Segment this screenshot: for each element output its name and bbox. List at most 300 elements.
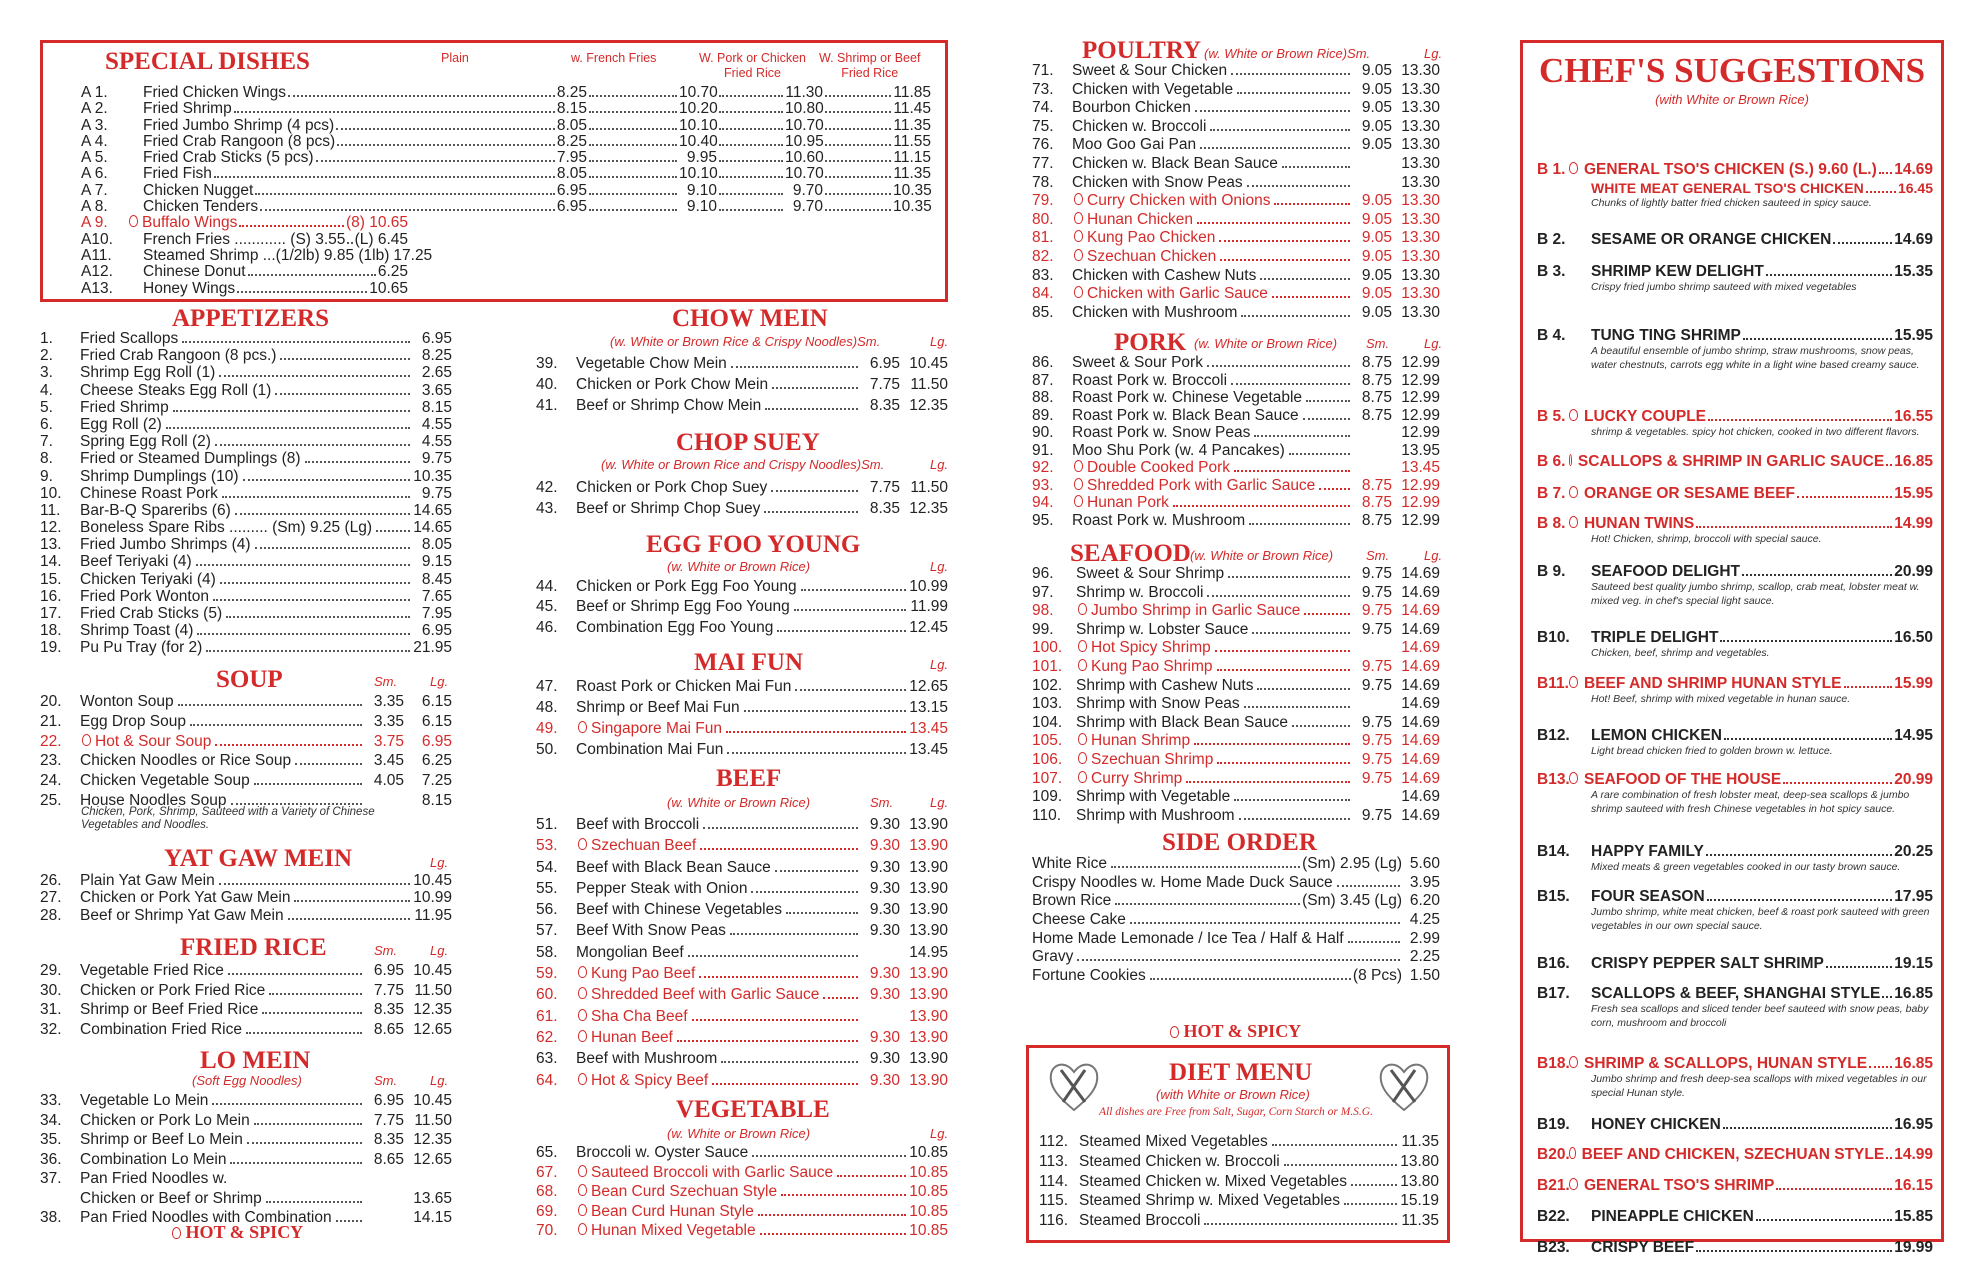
- item-code: B 6.: [1537, 453, 1566, 470]
- item-name: Chicken Vegetable Soup: [80, 772, 250, 790]
- leader-dots: [1115, 892, 1300, 905]
- leader-dots: [1207, 354, 1350, 367]
- fried-rice-title: FRIED RICE: [180, 934, 327, 961]
- item-number: 77.: [1032, 154, 1054, 172]
- leader-dots: [825, 85, 891, 97]
- item-name: SESAME OR ORANGE CHICKEN: [1591, 231, 1832, 248]
- item-name: Beef or Shrimp Chop Suey: [576, 500, 761, 517]
- item-name: Beef Teriyaki (4): [80, 553, 192, 571]
- special-dish-row: [81, 199, 931, 215]
- item-number: 61.: [536, 1007, 558, 1025]
- list-item: [1032, 81, 1440, 100]
- item-name: Hot Spicy Shrimp: [1091, 639, 1211, 657]
- item-name: ORANGE OR SESAME BEEF: [1584, 485, 1795, 502]
- price: 5.60: [1409, 855, 1440, 872]
- item-name: BEEF AND CHICKEN, SZECHUAN STYLE: [1581, 1146, 1885, 1163]
- item-number: 20.: [40, 693, 62, 710]
- item-name: Shrimp Dumplings (10): [80, 467, 239, 485]
- item-qty: (8 Pcs): [1352, 967, 1402, 985]
- price: 16.85: [1894, 453, 1933, 470]
- leader-dots: [677, 1029, 858, 1042]
- item-number: 57.: [536, 922, 558, 940]
- beef-list: [536, 814, 948, 1091]
- price: 15.19: [1400, 1192, 1439, 1210]
- list-item: [1032, 788, 1440, 807]
- item-name: Chicken or Pork Egg Foo Young: [576, 578, 797, 595]
- item-name: Shrimp w. Lobster Sauce: [1076, 620, 1249, 638]
- price: 11.35: [1401, 1133, 1439, 1150]
- item-name: Fried Crab Sticks (5): [80, 605, 223, 622]
- chef-item-line: [1537, 675, 1933, 693]
- leader-dots: [294, 889, 410, 902]
- price-small: 9.75: [1361, 583, 1392, 601]
- leader-dots: [825, 199, 891, 211]
- list-item: [40, 571, 452, 588]
- price-plain: 8.15: [556, 100, 587, 118]
- chili-icon: [578, 966, 587, 978]
- item-number: 54.: [536, 858, 558, 876]
- chef-suggestion-item: [1537, 1177, 1933, 1195]
- item-number: 116.: [1039, 1212, 1069, 1230]
- price: 2.99: [1409, 929, 1440, 947]
- price-large: 14.69: [1401, 713, 1440, 731]
- price-plain: 8.25: [556, 132, 587, 150]
- price-large: 13.30: [1401, 285, 1440, 303]
- price-large: 6.15: [421, 693, 452, 710]
- item-code: A 3.: [81, 116, 108, 134]
- item-name: Chicken Nugget: [143, 181, 254, 199]
- item-code: A 7.: [81, 181, 108, 199]
- list-item: [536, 1070, 948, 1091]
- leader-dots: [1706, 843, 1892, 856]
- leader-dots: [589, 134, 677, 146]
- item-number: 89.: [1032, 406, 1054, 424]
- chef-item-line: [1537, 727, 1933, 745]
- price-small: 8.75: [1361, 494, 1392, 511]
- price-small: 9.05: [1361, 62, 1392, 79]
- item-number: 99.: [1032, 620, 1054, 638]
- price-large: 12.35: [909, 500, 948, 517]
- leader-dots: [1228, 565, 1350, 578]
- item-description: A rare combination of fresh lobster meat, deep-sea scallops & jumbo shrimp sauteed with fresh Chinese vegetables in hot spicy sauce.: [1591, 789, 1910, 815]
- leader-dots: [1237, 81, 1350, 94]
- leader-dots: [1696, 1239, 1892, 1252]
- item-number: 69.: [536, 1202, 558, 1220]
- leader-dots: [1257, 677, 1350, 690]
- item-code: A 6.: [81, 165, 108, 183]
- price: 17.95: [1894, 888, 1933, 905]
- list-item: [1032, 494, 1440, 512]
- price: 11.95: [414, 906, 452, 924]
- list-item: [1032, 751, 1440, 770]
- pork-subtitle: (w. White or Brown Rice): [1194, 336, 1338, 351]
- leader-dots: [254, 1112, 362, 1125]
- item-number: 5.: [40, 398, 53, 416]
- chef-suggestion-item: [1537, 771, 1933, 816]
- item-number: 32.: [40, 1020, 62, 1038]
- item-name: Bean Curd Szechuan Style: [591, 1183, 778, 1201]
- item-number: 71.: [1032, 62, 1054, 79]
- leader-dots: [1707, 888, 1893, 901]
- list-item: [40, 639, 452, 656]
- leader-dots: [1289, 442, 1350, 455]
- list-item: [40, 732, 452, 752]
- price-shrimp-beef-rice: 11.35: [893, 116, 931, 134]
- eggfoo-lg-header: Lg.: [930, 559, 949, 574]
- item-number: 81.: [1032, 229, 1054, 247]
- chow-mein-list: [536, 353, 948, 416]
- item-code: A11.: [81, 246, 112, 264]
- chef-item-line: [1537, 1177, 1933, 1195]
- item-name: Chicken or Pork Fried Rice: [80, 981, 266, 999]
- price: 21.95: [413, 639, 452, 657]
- item-code: B21.: [1537, 1177, 1570, 1194]
- diet-menu-list: [1039, 1132, 1439, 1231]
- item-number: 82.: [1032, 247, 1054, 265]
- item-name: SEAFOOD DELIGHT: [1591, 563, 1740, 580]
- chef-item-line: [1537, 485, 1933, 503]
- item-name: Vegetable Chow Mein: [576, 355, 727, 372]
- chef-item-line: [1537, 563, 1933, 581]
- leader-dots: [316, 150, 555, 162]
- soup-sm-header: Sm.: [374, 674, 398, 689]
- list-item: [536, 1182, 948, 1202]
- item-name: Shredded Pork with Garlic Sauce: [1087, 476, 1316, 494]
- leader-dots: [781, 1183, 906, 1196]
- chef-item-line: [1537, 453, 1933, 471]
- item-number: 103.: [1032, 695, 1063, 713]
- leader-dots: [1150, 967, 1351, 980]
- list-item: [1032, 930, 1440, 949]
- item-name: Hunan Shrimp: [1091, 732, 1191, 750]
- item-description: Chicken, beef, shrimp and vegetables.: [1591, 647, 1770, 659]
- price-large: 14.69: [1401, 695, 1440, 713]
- yat-gaw-mein-list: [40, 872, 452, 924]
- item-number: 76.: [1032, 136, 1054, 154]
- item-number: 56.: [536, 901, 558, 919]
- leader-dots: [1173, 494, 1350, 507]
- chili-icon: [578, 1223, 587, 1235]
- price-large: 13.30: [1401, 266, 1440, 284]
- leader-dots: [196, 553, 410, 566]
- item-name: Roast Pork w. Black Bean Sauce: [1072, 406, 1299, 424]
- list-item: [40, 751, 452, 771]
- pork-sm-header: Sm.: [1366, 336, 1390, 351]
- special-dish-row: [81, 101, 931, 117]
- price-small: 9.30: [869, 816, 900, 833]
- item-name: CRISPY BEEF: [1591, 1239, 1695, 1256]
- price-large: 14.69: [1401, 620, 1440, 638]
- leader-dots: [589, 85, 677, 97]
- item-name: Szechuan Beef: [591, 837, 697, 855]
- list-item: [1032, 285, 1440, 304]
- item-name: Fortune Cookies: [1032, 967, 1146, 985]
- special-dish-row: [81, 281, 408, 297]
- item-name: CRISPY PEPPER SALT SHRIMP: [1591, 955, 1824, 972]
- item-number: 4.: [40, 381, 53, 399]
- item-number: 63.: [536, 1050, 558, 1068]
- price-fries: 10.40: [679, 132, 718, 150]
- special-dish-row: [81, 215, 408, 231]
- item-name: Bar-B-Q Spareribs (6): [80, 501, 231, 519]
- item-name: Fried Crab Sticks (5 pcs): [143, 149, 314, 167]
- leader-dots: [247, 1131, 362, 1144]
- chef-item-line: [1537, 263, 1933, 281]
- list-item: [536, 857, 948, 878]
- price-large: 13.30: [1401, 62, 1440, 79]
- item-code: B11.: [1537, 675, 1569, 692]
- leader-dots: [1249, 512, 1350, 525]
- chef-item-line: [1537, 1146, 1933, 1164]
- chili-icon: [1569, 1147, 1576, 1159]
- leader-dots: [1344, 1192, 1397, 1205]
- item-number: 22.: [40, 732, 62, 750]
- price-large: 13.90: [909, 986, 948, 1004]
- price-small: 9.30: [869, 1071, 900, 1089]
- item-number: 95.: [1032, 511, 1054, 529]
- mai-fun-title: MAI FUN: [694, 649, 804, 676]
- item-name: HONEY CHICKEN: [1591, 1116, 1721, 1133]
- vegetable-lg-header: Lg.: [930, 1126, 949, 1141]
- leader-dots: [765, 397, 858, 410]
- special-dish-row: [81, 118, 931, 134]
- leader-dots: [254, 772, 362, 785]
- seafood-lg-header: Lg.: [1424, 548, 1443, 563]
- item-number: 87.: [1032, 371, 1054, 389]
- item-name: TRIPLE DELIGHT: [1591, 629, 1719, 646]
- item-number: 106.: [1032, 750, 1063, 768]
- price: 8.05: [421, 536, 452, 554]
- chili-icon: [1569, 454, 1572, 466]
- fried-rice-list: [40, 961, 452, 1039]
- price-large: 13.90: [909, 816, 948, 833]
- chef-suggestion-item: [1537, 1239, 1933, 1257]
- beef-title: BEEF: [716, 765, 782, 792]
- price: 14.69: [1894, 161, 1933, 178]
- leader-dots: [1833, 231, 1892, 244]
- list-item: [40, 468, 452, 485]
- price: 7.95: [421, 605, 452, 622]
- leader-dots: [1292, 714, 1350, 727]
- leader-dots: [719, 85, 783, 97]
- item-name: Cheese Cake: [1032, 911, 1126, 929]
- item-name: Sweet & Sour Shrimp: [1076, 565, 1225, 582]
- list-item: [1032, 459, 1440, 477]
- list-item: [536, 1202, 948, 1222]
- item-name: PINEAPPLE CHICKEN: [1591, 1208, 1754, 1225]
- list-item: [536, 718, 948, 739]
- price: 16.95: [1894, 1116, 1933, 1133]
- price-large: 12.99: [1401, 511, 1440, 529]
- chili-icon: [578, 1073, 587, 1085]
- price-small: 9.05: [1361, 285, 1392, 303]
- chef-item-line: [1537, 955, 1933, 973]
- price-large: 6.15: [421, 712, 452, 730]
- leader-dots: [178, 693, 362, 706]
- list-item: [40, 961, 452, 981]
- leader-dots: [727, 741, 906, 754]
- item-name: Boneless Spare Ribs ......... (Sm) 9.25 (Lg): [80, 519, 373, 537]
- item-number: 70.: [536, 1222, 558, 1240]
- list-item: [1039, 1172, 1439, 1192]
- leader-dots: [726, 720, 906, 733]
- chili-icon: [1074, 495, 1083, 507]
- leader-dots: [248, 264, 376, 276]
- item-number: 55.: [536, 879, 558, 897]
- price-small: 9.30: [869, 922, 900, 940]
- price-small: 8.75: [1361, 476, 1392, 494]
- leader-dots: [1200, 136, 1350, 149]
- chef-suggestion-item: [1537, 563, 1933, 608]
- price-large: 12.65: [413, 1150, 452, 1168]
- item-number: 60.: [536, 986, 558, 1004]
- hot-spicy-legend-1: [170, 1223, 303, 1241]
- item-code: A 2.: [81, 100, 108, 118]
- price-large: 14.69: [1401, 602, 1440, 620]
- item-number: 13.: [40, 536, 62, 554]
- chef-item-line: [1537, 408, 1933, 426]
- price-large: 12.35: [413, 1131, 452, 1148]
- item-name: Chicken w. Black Bean Sauce: [1072, 154, 1278, 172]
- price: 16.50: [1894, 629, 1933, 646]
- leader-dots: [772, 376, 858, 389]
- chili-icon: [1569, 516, 1578, 528]
- price-large: 13.30: [1401, 229, 1440, 247]
- item-name: Jumbo Shrimp in Garlic Sauce: [1091, 602, 1301, 620]
- price-small: 7.75: [869, 479, 900, 496]
- chef-suggestion-item: [1537, 629, 1933, 661]
- seafood-subtitle: (w. White or Brown Rice): [1190, 548, 1334, 563]
- item-number: 88.: [1032, 389, 1054, 406]
- price: 4.55: [421, 415, 452, 433]
- leader-dots: [1319, 477, 1350, 490]
- item-name: Hot & Spicy Beef: [591, 1071, 709, 1089]
- item-name: Hunan Chicken: [1087, 210, 1193, 228]
- chef-suggestion-item: [1537, 453, 1933, 471]
- item-number: 112.: [1039, 1133, 1069, 1150]
- leader-dots: [1783, 771, 1892, 784]
- price: 10.85: [909, 1222, 948, 1240]
- chef-suggestion-item: [1537, 515, 1933, 547]
- price-small: 4.05: [373, 772, 404, 790]
- item-name: Chicken or Pork Chow Mein: [576, 376, 769, 393]
- leader-dots: [215, 733, 362, 746]
- price: 20.99: [1894, 563, 1933, 580]
- leader-dots: [1879, 161, 1892, 174]
- item-name: Bean Curd Hunan Style: [591, 1202, 754, 1220]
- leader-dots: [825, 166, 891, 178]
- item-name: Fried Fish: [143, 165, 212, 183]
- item-name: FOUR SEASON: [1591, 888, 1705, 905]
- item-code: B12.: [1537, 727, 1570, 744]
- price-shrimp-beef-rice: 11.85: [893, 84, 931, 101]
- leader-dots: [1210, 118, 1350, 131]
- item-number: 6.: [40, 415, 53, 433]
- leader-dots: [1723, 1116, 1892, 1129]
- list-item: [1032, 948, 1440, 967]
- list-item: [536, 835, 948, 856]
- price: 13.80: [1400, 1172, 1439, 1190]
- list-item: [1032, 155, 1440, 174]
- item-code: B 3.: [1537, 263, 1566, 280]
- price: 6.20: [1409, 892, 1440, 910]
- price-plain: 8.05: [556, 165, 587, 183]
- chopsuey-lg-header: Lg.: [930, 457, 949, 472]
- item-name: House Noodles Soup: [80, 791, 227, 809]
- list-item: [40, 382, 452, 399]
- leader-dots: [235, 502, 410, 515]
- item-number: 3.: [40, 364, 53, 382]
- leader-dots: [1234, 788, 1350, 801]
- price-large: 12.99: [1401, 494, 1440, 511]
- item-name: Beef with Mushroom: [576, 1050, 718, 1068]
- item-name: Curry Chicken with Onions: [1087, 192, 1271, 210]
- price-large: 10.45: [909, 355, 948, 372]
- list-item: [40, 588, 452, 605]
- price: 16.15: [1894, 1177, 1933, 1194]
- special-dish-row: [81, 264, 408, 280]
- list-item: [1032, 621, 1440, 640]
- price: 16.85: [1894, 985, 1933, 1002]
- list-item: [1032, 211, 1440, 230]
- price-large: 13.30: [1401, 154, 1440, 172]
- leader-dots: [1197, 211, 1350, 224]
- price-large: 14.69: [1401, 750, 1440, 768]
- item-name: Honey Wings: [143, 279, 236, 297]
- egg-foo-young-list: [536, 577, 948, 638]
- item-name: SHRIMP & SCALLOPS, HUNAN STYLE: [1584, 1055, 1868, 1072]
- price: 14.69: [1894, 231, 1933, 248]
- item-name: LEMON CHICKEN: [1591, 727, 1722, 744]
- chop-suey-list: [536, 477, 948, 519]
- leader-dots: [1207, 584, 1350, 597]
- list-item: [1032, 62, 1440, 81]
- list-item: [536, 1027, 948, 1048]
- vegetable-subtitle: (w. White or Brown Rice): [667, 1126, 811, 1141]
- chili-icon: [578, 987, 587, 999]
- price-fries: 9.10: [686, 181, 717, 199]
- leader-dots: [219, 872, 410, 885]
- list-item: [1032, 874, 1440, 893]
- price-large: 13.90: [909, 965, 948, 983]
- item-number: 73.: [1032, 80, 1054, 98]
- price: 20.99: [1894, 771, 1933, 788]
- list-item: [40, 1130, 452, 1150]
- poultry-lg-header: Lg.: [1424, 46, 1443, 61]
- leader-dots: [1247, 174, 1350, 187]
- item-number: 93.: [1032, 476, 1054, 494]
- leader-dots: [801, 578, 906, 591]
- price-small: 8.65: [373, 1020, 404, 1038]
- price: 13.15: [909, 699, 948, 716]
- chef-suggestion-item: [1537, 675, 1933, 707]
- poultry-subtitle: (w. White or Brown Rice)Sm.: [1204, 46, 1371, 61]
- leader-dots: [719, 199, 783, 211]
- list-item: [536, 1143, 948, 1163]
- item-name: Wonton Soup: [80, 693, 174, 710]
- chef-suggestion-item: [1537, 408, 1933, 440]
- price-large: 12.99: [1401, 476, 1440, 494]
- item-name: GENERAL TSO'S CHICKEN (S.) 9.60 (L.): [1584, 161, 1877, 178]
- item-name: Moo Goo Gai Pan: [1072, 136, 1197, 154]
- item-name: Chicken or Pork Chop Suey: [576, 479, 768, 496]
- item-name: Shrimp Toast (4): [80, 622, 194, 640]
- chef-suggestion-item: [1537, 843, 1933, 875]
- list-item: [536, 814, 948, 835]
- list-item: [536, 1221, 948, 1241]
- item-name: Roast Pork w. Chinese Vegetable: [1072, 389, 1303, 406]
- price: 17.25: [393, 246, 433, 264]
